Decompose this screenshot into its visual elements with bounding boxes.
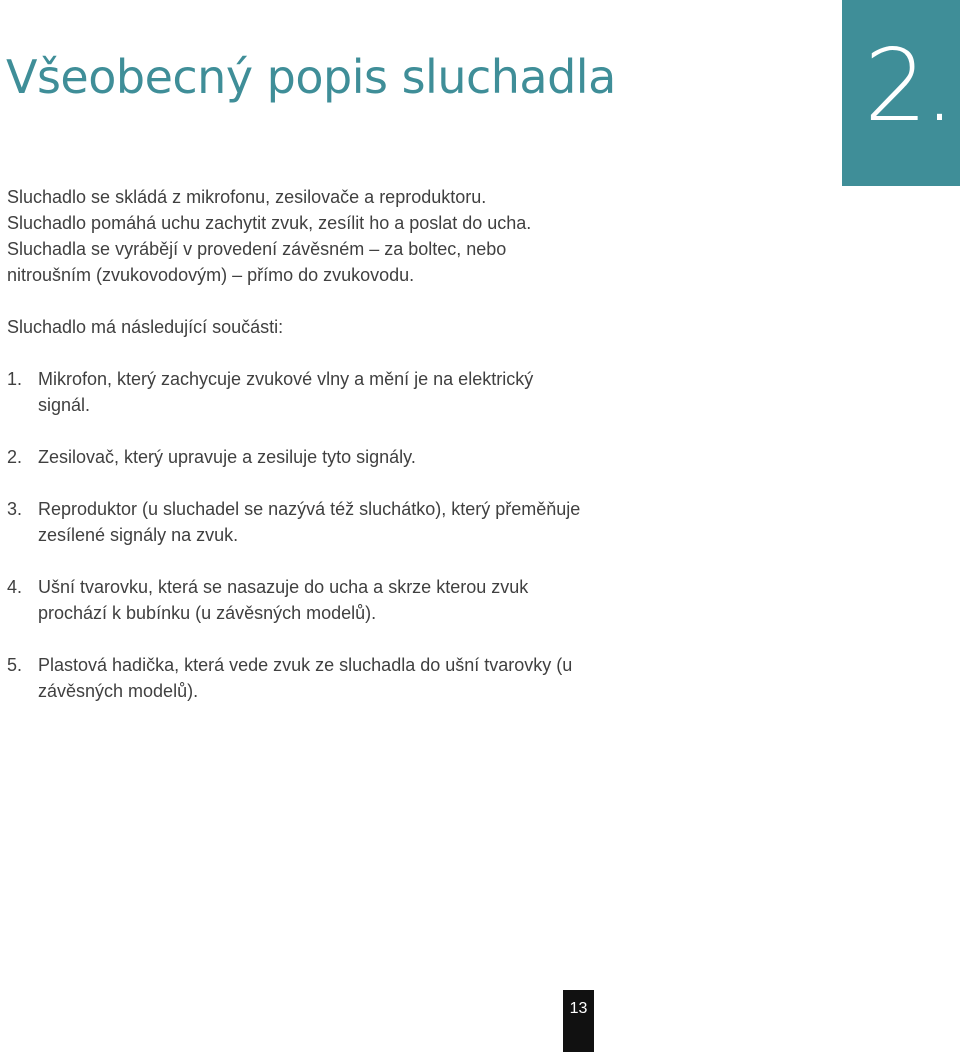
intro-line: Sluchadlo se skládá z mikrofonu, zesilovače a reproduktoru.: [7, 187, 487, 207]
list-item: [7, 444, 587, 470]
list-item: [7, 366, 587, 418]
intro-line: Sluchadla se vyrábějí v provedení závěsném – za boltec, nebo: [7, 239, 507, 259]
list-item: [7, 496, 587, 548]
list-item-number: 5.: [7, 655, 23, 675]
intro-paragraph: [7, 184, 587, 288]
page-number-badge: [563, 990, 594, 1052]
page-title: Všeobecný popis sluchadla: [6, 50, 616, 104]
list-item: [7, 574, 587, 626]
list-item-text: Ušní tvarovku, která se nasazuje do ucha a skrze kterou zvuk prochází k bubínku (u závěsných modelů).: [38, 577, 529, 623]
list-item-number: 4.: [7, 577, 23, 597]
chapter-badge: [842, 0, 960, 186]
page-number: 13: [569, 1000, 588, 1017]
list-item-text: Plastová hadička, která vede zvuk ze sluchadla do ušní tvarovky (u závěsných modelů).: [38, 655, 573, 701]
list-item-text: Reproduktor (u sluchadel se nazývá též sluchátko), který přeměňuje zesílené signály na zvuk.: [38, 499, 581, 545]
main-content: [7, 184, 587, 730]
chapter-number: 2.: [864, 27, 952, 144]
list-item-number: 3.: [7, 499, 23, 519]
list-item-number: 1.: [7, 369, 23, 389]
intro-line: Sluchadlo pomáhá uchu zachytit zvuk, zesílit ho a poslat do ucha.: [7, 213, 532, 233]
parts-list: [7, 366, 587, 704]
list-item-text: Zesilovač, který upravuje a zesiluje tyto signály.: [38, 447, 416, 467]
intro-line: nitroušním (zvukovodovým) – přímo do zvukovodu.: [7, 265, 415, 285]
list-item-text: Mikrofon, který zachycuje zvukové vlny a mění je na elektrický signál.: [38, 369, 534, 415]
list-item-number: 2.: [7, 447, 23, 467]
list-item: [7, 652, 587, 704]
parts-heading: Sluchadlo má následující součásti:: [7, 317, 284, 337]
